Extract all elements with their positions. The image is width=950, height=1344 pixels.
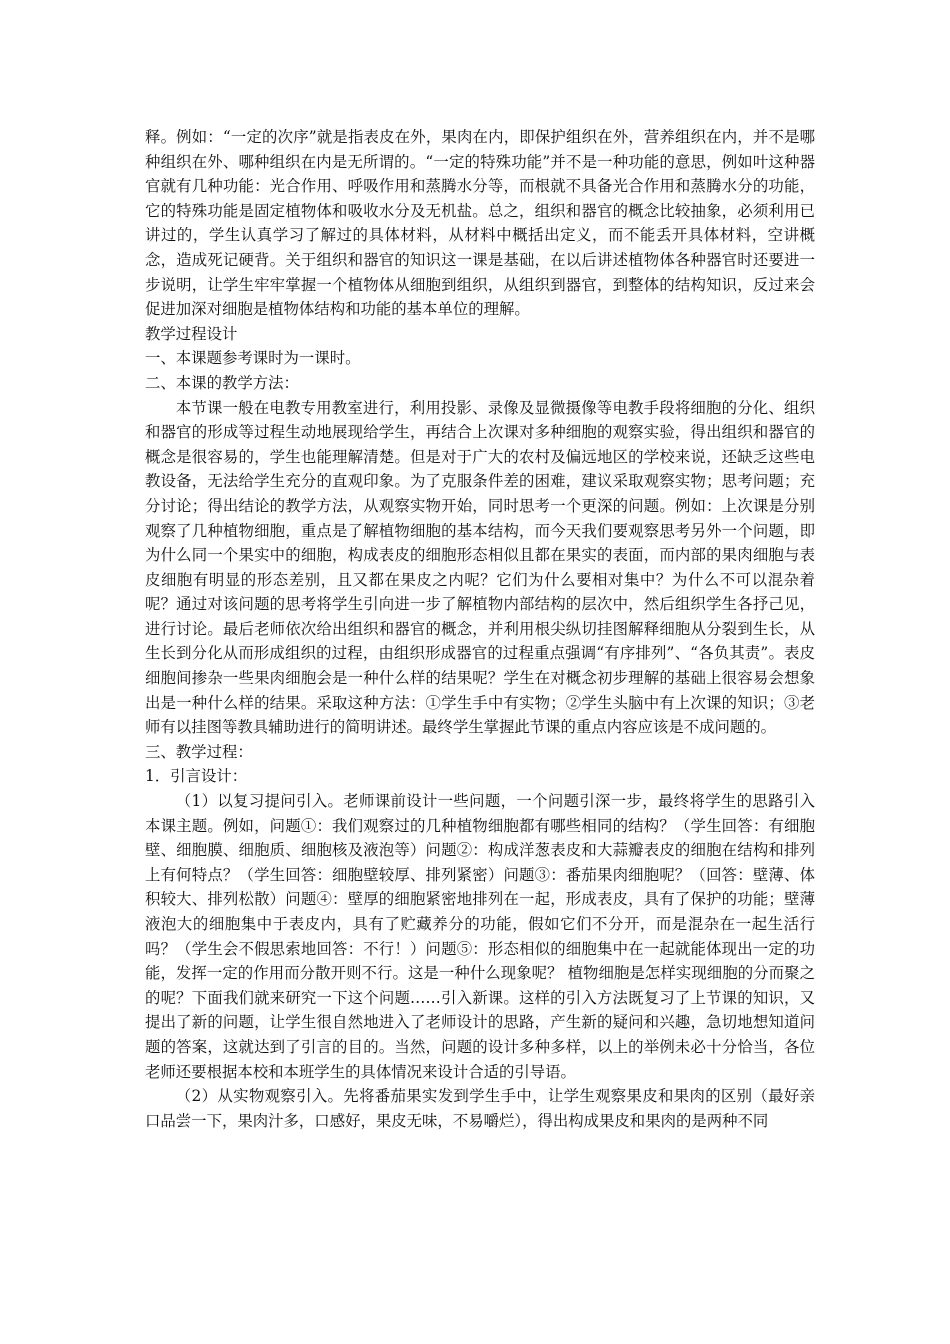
section-heading-teaching-design: 教学过程设计 (145, 324, 238, 343)
paragraph-teaching-method: 本节课一般在电教专用教室进行，利用投影、录像及显微摄像等电教手段将细胞的分化、组织和器官的形成等过程生动地展现给学生，再结合上次课对多种细胞的观察实验，得出组织和器官的概念是很容易的，学生也能理解清楚。但是对于广大的农村及偏远地区的学校来说，还缺乏这些电教设备，无法给学生充分的直观印象。为了克服条件差的困难，建议采取观察实物；思考问题；充分讨论；得出结论的教学方法，从观察实物开始，同时思考一个更深的问题。例如：上次课是分别观察了几种植物细胞，重点是了解植物细胞的基本结构，而今天我们要观察思考另外一个问题，即为什么同一个果实中的细胞，构成表皮的细胞形态相似且都在果实的表面，而内部的果肉细胞与表皮细胞有明显的形态差别，且又都在果皮之内呢？它们为什么要相对集中？为什么不可以混杂着呢？通过对该问题的思考将学生引向进一步了解植物内部结构的层次中，然后组织学生各抒己见，进行讨论。最后老师依次给出组织和器官的概念，并利用根尖纵切挂图解释细胞从分裂到生长，从生长到分化从而形成组织的过程，由组织形成器官的过程重点强调“有序排列”、“各负其责”。表皮细胞间掺杂一些果肉细胞会是一种什么样的结果呢？学生在对概念初步理解的基础上很容易会想象出是一种什么样的结果。采取这种方法：①学生手中有实物；②学生头脑中有上次课的知识；③老师有以挂图等教具辅助进行的简明讲述。最终学生掌握此节课的重点内容应该是不成问题的。 (145, 398, 815, 737)
section-heading-class-hours: 一、本课题参考课时为一课时。 (145, 349, 361, 368)
section-heading-teaching-method: 二、本课的教学方法： (145, 373, 299, 392)
section-heading-teaching-process: 三、教学过程： (145, 742, 253, 761)
subheading-introduction-design: 1．引言设计： (145, 767, 248, 786)
paragraph-concept-explanation: 释。例如：“一定的次序”就是指表皮在外，果肉在内，即保护组织在外，营养组织在内，并不是哪种组织在外、哪种组织在内是无所谓的。“一定的特殊功能”并不是一种功能的意思，例如叶这种器官就有几种功能：光合作用、呼吸作用和蒸腾水分等，而根就不具备光合作用和蒸腾水分的功能，它的特殊功能是固定植物体和吸收水分及无机盐。总之，组织和器官的概念比较抽象，必须利用已讲过的，学生认真学习了解过的具体材料，从材料中概括出定义，而不能丢开具体材料，空讲概念，造成死记硬背。关于组织和器官的知识这一课是基础，在以后讲述植物体各种器官时还要进一步说明，让学生牢牢掌握一个植物体从细胞到组织，从组织到器官，到整体的结构知识，反过来会促进加深对细胞是植物体结构和功能的基本单位的理解。 (145, 128, 815, 319)
document-page (145, 125, 815, 1133)
paragraph-review-questions: （1）以复习提问引入。老师课前设计一些问题，一个问题引深一步，最终将学生的思路引入本课主题。例如，问题①：我们观察过的几种植物细胞都有哪些相同的结构？（学生回答：有细胞壁、细胞膜、细胞质、细胞核及液泡等）问题②：构成洋葱表皮和大蒜瓣表皮的细胞在结构和排列上有何特点？（学生回答：细胞壁较厚、排列紧密）问题③：番茄果肉细胞呢？（回答：壁薄、体积较大、排列松散）问题④：壁厚的细胞紧密地排列在一起，形成表皮，具有了保护的功能；壁薄液泡大的细胞集中于表皮内，具有了贮藏养分的功能，假如它们不分开，而是混杂在一起生活行吗？（学生会不假思索地回答：不行！）问题⑤：形态相似的细胞集中在一起就能体现出一定的功能，发挥一定的作用而分散开则不行。这是一种什么现象呢？ 植物细胞是怎样实现细胞的分而聚之的呢？下面我们就来研究一下这个问题……引入新课。这样的引入方法既复习了上节课的知识，又提出了新的问题，让学生很自然地进入了老师设计的思路，产生新的疑问和兴趣，急切地想知道问题的答案，这就达到了引言的目的。当然，问题的设计多种多样，以上的举例未必十分恰当，各位老师还要根据本校和本班学生的具体情况来设计合适的引导语。 (145, 792, 815, 1081)
paragraph-observation-intro: （2）从实物观察引入。先将番茄果实发到学生手中，让学生观察果皮和果肉的区别（最好亲口品尝一下，果肉汁多，口感好，果皮无味，不易嚼烂），得出构成果皮和果肉的是两种不同 (145, 1087, 815, 1130)
